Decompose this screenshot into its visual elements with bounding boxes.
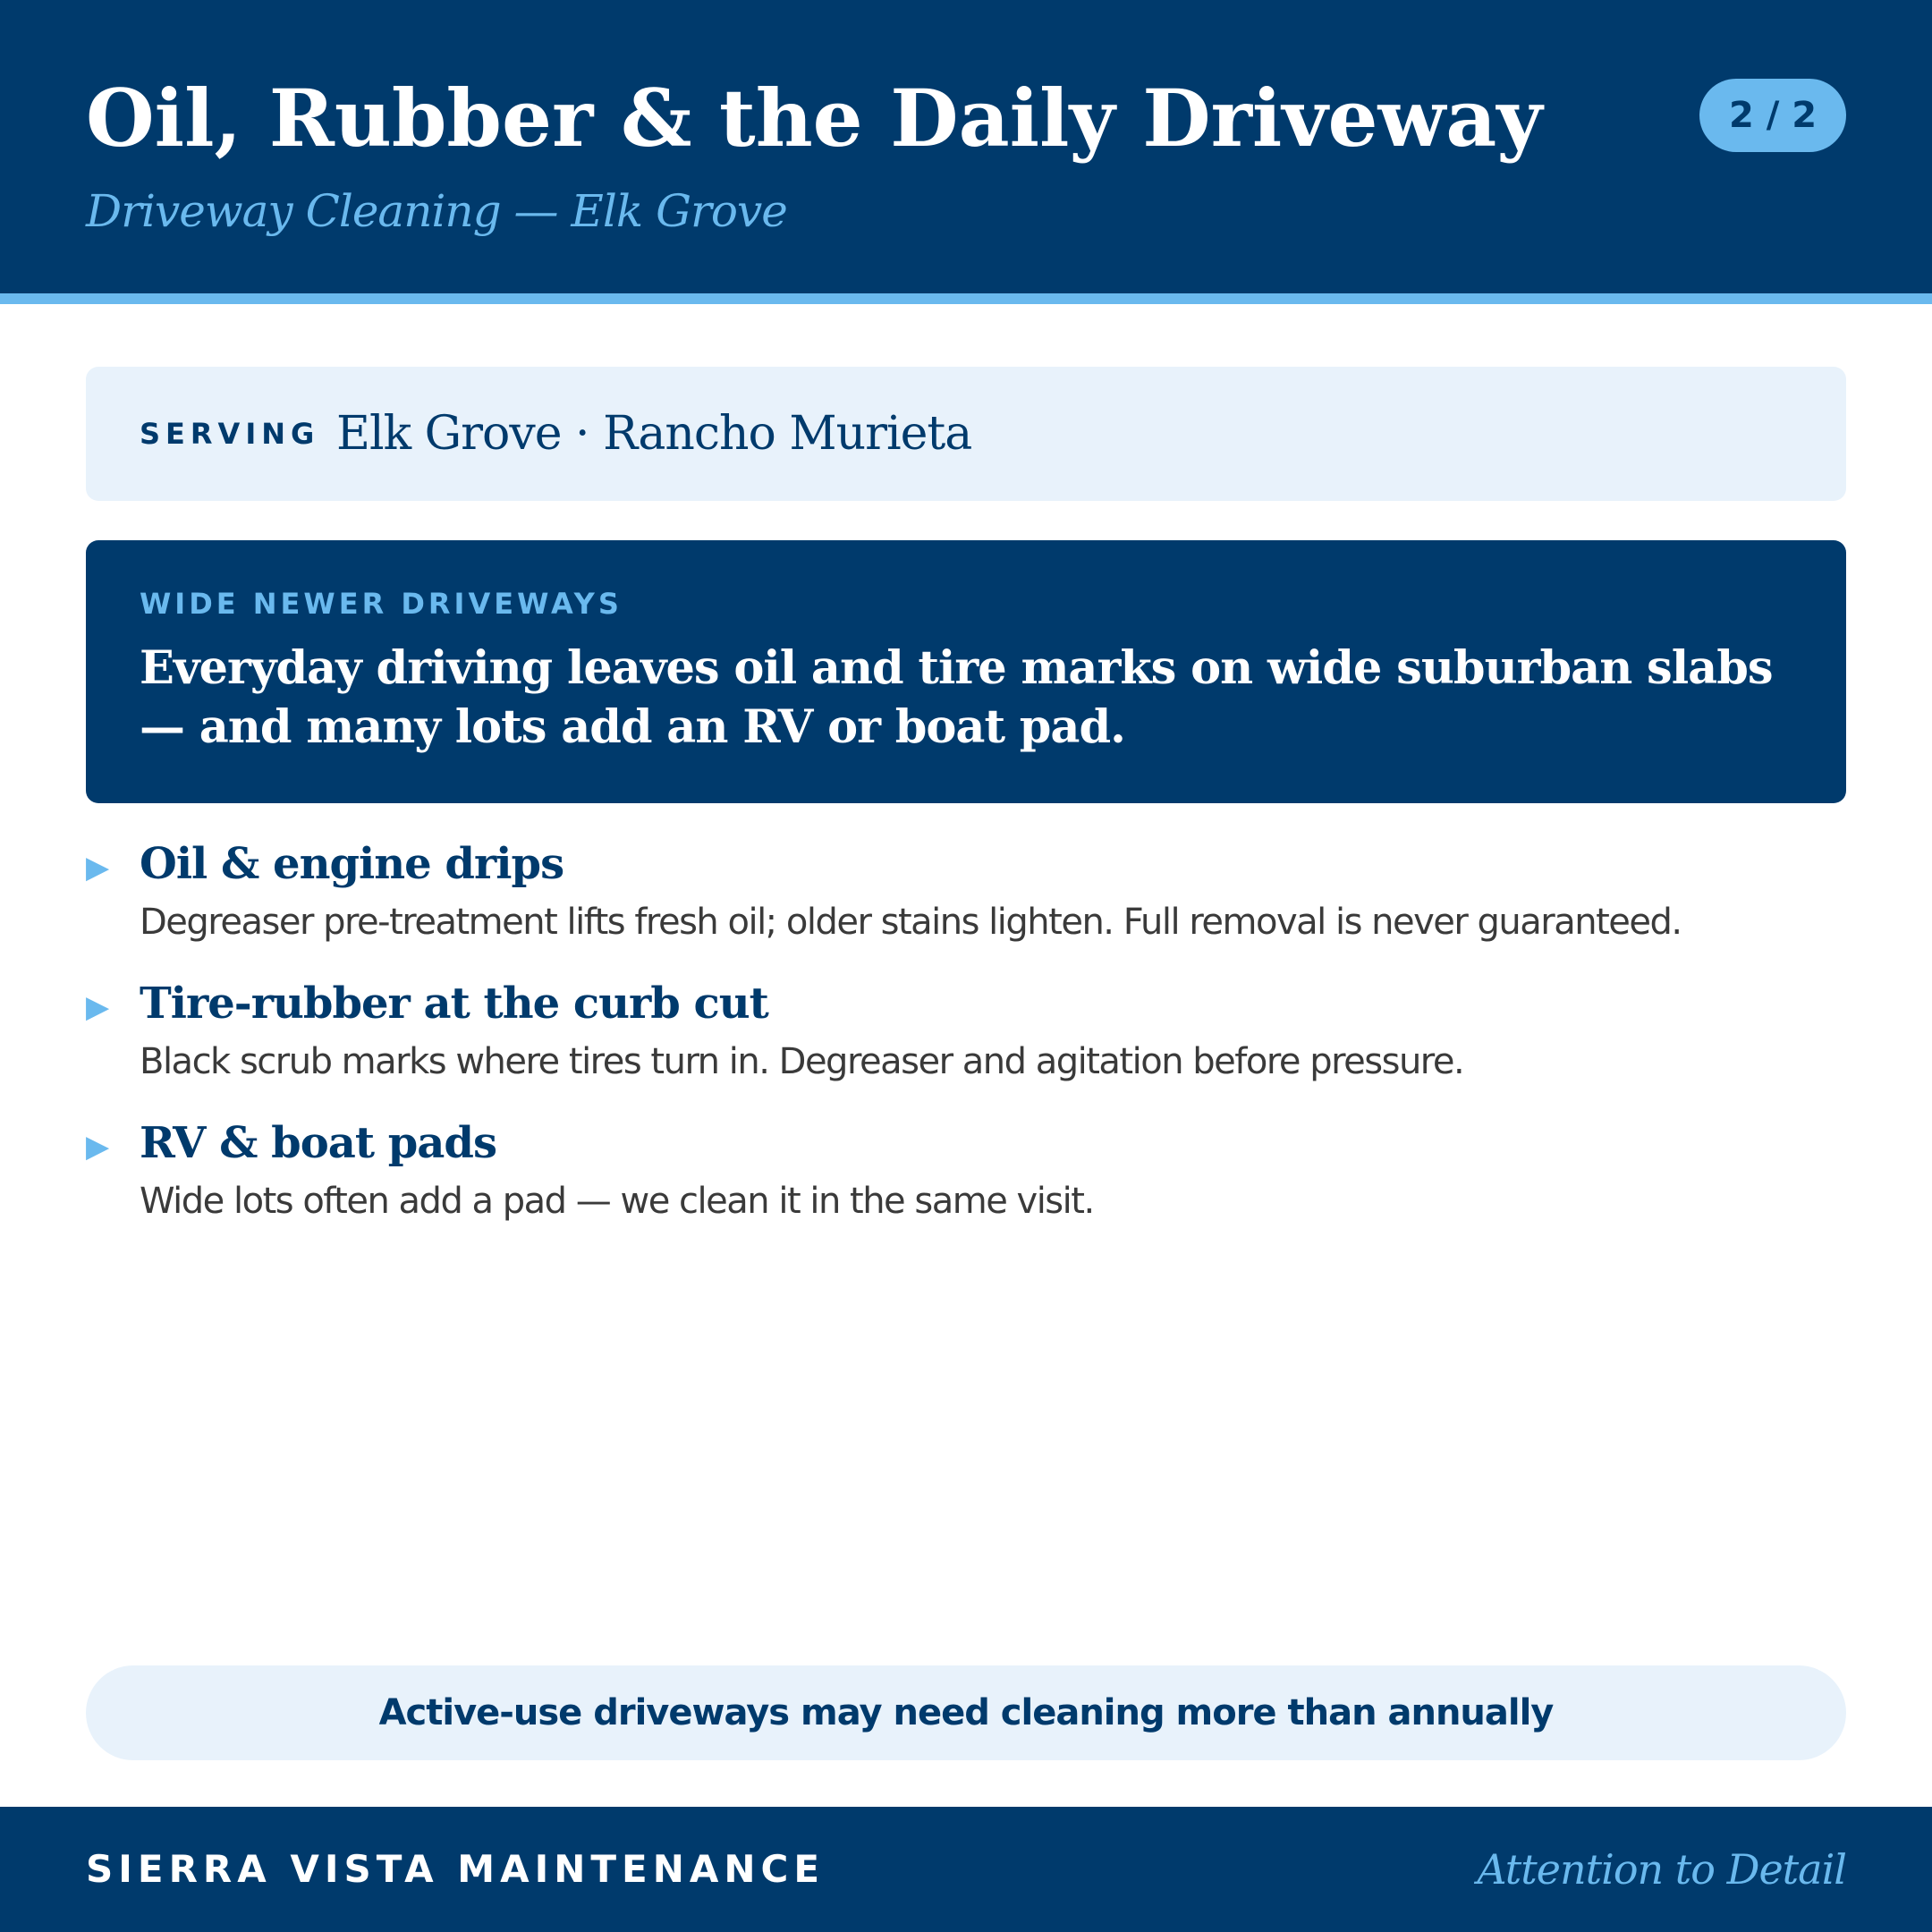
list-item (86, 1116, 1846, 1256)
page-subtitle: Driveway Cleaning — Elk Grove (86, 185, 787, 237)
brand-name: SIERRA VISTA MAINTENANCE (86, 1847, 826, 1891)
list-item-description: Black scrub marks where tires turn in. Degreaser and agitation before pressure. (140, 1041, 1464, 1082)
triangle-bullet-icon: ▶ (86, 989, 110, 1025)
list-item-description: Degreaser pre-treatment lifts fresh oil; older stains lighten. Full removal is never guaranteed. (140, 902, 1682, 943)
callout-text: Everyday driving leaves oil and tire marks on wide suburban slabs — and many lots add an RV or boat pad. (140, 641, 1773, 754)
list-item (86, 837, 1846, 977)
list-item-title: Tire-rubber at the curb cut (140, 979, 768, 1029)
serving-area-panel (86, 367, 1846, 501)
header-accent-stripe (0, 293, 1932, 304)
list-item-title: Oil & engine drips (140, 839, 564, 889)
callout-panel (86, 540, 1846, 803)
triangle-bullet-icon: ▶ (86, 1129, 110, 1165)
frequency-note: Active-use driveways may need cleaning more than annually (86, 1665, 1846, 1760)
list-item (86, 977, 1846, 1116)
serving-label: SERVING (140, 417, 320, 451)
serving-areas: Elk Grove · Rancho Murieta (336, 407, 972, 461)
header-bar (0, 0, 1932, 293)
feature-list (86, 837, 1846, 1256)
list-item-title: RV & boat pads (140, 1118, 496, 1168)
footer-bar (0, 1807, 1932, 1932)
page-title: Oil, Rubber & the Daily Driveway (86, 72, 1543, 165)
list-item-description: Wide lots often add a pad — we clean it in the same visit. (140, 1181, 1094, 1222)
callout-kicker: WIDE NEWER DRIVEWAYS (140, 587, 623, 621)
triangle-bullet-icon: ▶ (86, 850, 110, 886)
page-indicator-badge: 2 / 2 (1699, 79, 1846, 152)
brand-tagline: Attention to Detail (1477, 1845, 1846, 1894)
